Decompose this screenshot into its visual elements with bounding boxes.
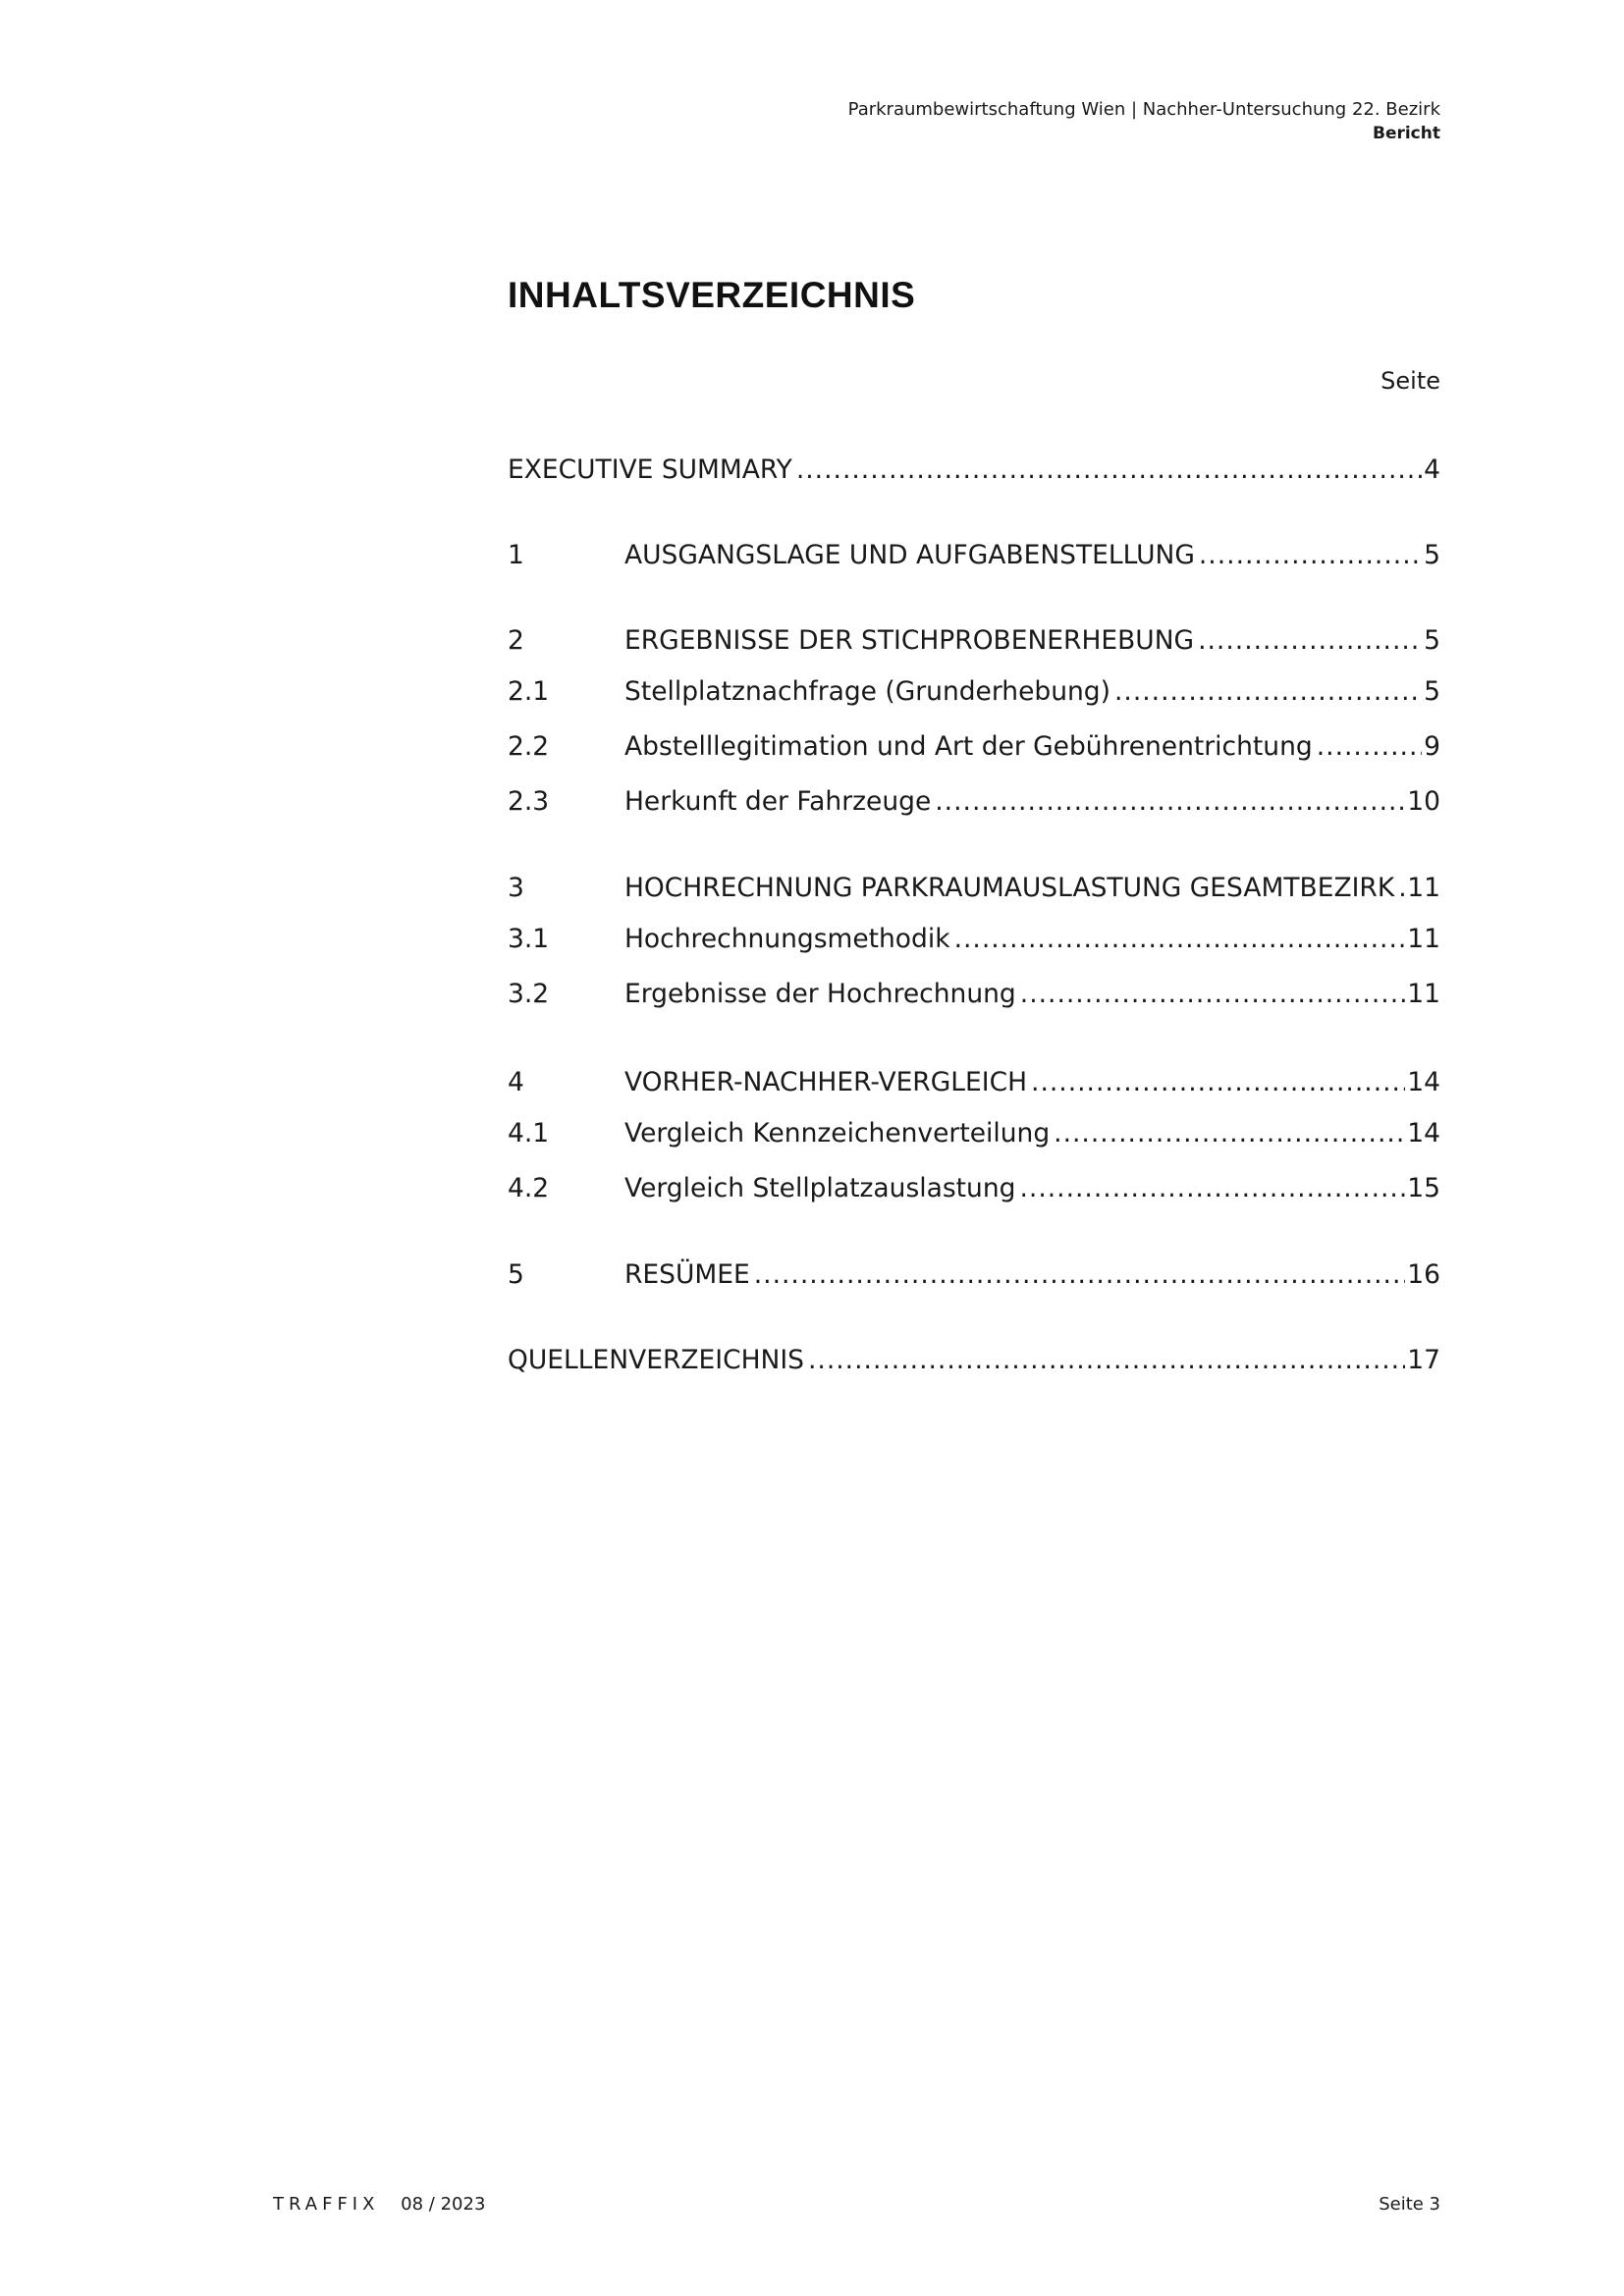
toc-entry-page: 16 xyxy=(1405,1257,1440,1293)
toc-dot-leader xyxy=(1019,1171,1405,1206)
toc-entry-4-1[interactable] xyxy=(508,1116,1440,1151)
toc-entry-page: 14 xyxy=(1405,1116,1440,1151)
toc-dot-leader xyxy=(935,784,1405,820)
toc-entry-number: 2.1 xyxy=(508,676,550,707)
toc-dot-leader xyxy=(1114,674,1422,710)
toc-entry-title: Stellplatznachfrage (Grunderhebung) xyxy=(624,674,1114,710)
toc-entry-title: Ergebnisse der Hochrechnung xyxy=(624,977,1020,1012)
header-subtitle: Bericht xyxy=(1372,124,1440,143)
toc-dot-leader xyxy=(808,1343,1405,1378)
toc-entry-page: 15 xyxy=(1405,1171,1440,1206)
toc-entry-2-2[interactable] xyxy=(508,729,1440,765)
toc-dot-leader xyxy=(1398,871,1405,906)
toc-entry-page: 14 xyxy=(1405,1065,1440,1100)
toc-entry-title: Hochrechnungsmethodik xyxy=(624,922,954,957)
toc-dot-leader xyxy=(1031,1065,1405,1100)
toc-entry-3[interactable] xyxy=(508,871,1440,906)
toc-entry-number: 4.2 xyxy=(508,1173,550,1203)
toc-heading: INHALTSVERZEICHNIS xyxy=(508,275,916,315)
toc-entry-title: QUELLENVERZEICHNIS xyxy=(508,1343,808,1378)
toc-entry-title: Abstelllegitimation und Art der Gebührenentrichtung xyxy=(624,729,1317,765)
header-title: Parkraumbewirtschaftung Wien | Nachher-Untersuchung 22. Bezirk xyxy=(847,99,1440,120)
toc-entry-2-3[interactable] xyxy=(508,784,1440,820)
toc-entry-quellenverzeichnis[interactable] xyxy=(508,1343,1440,1378)
toc-entry-page: 11 xyxy=(1405,871,1440,906)
toc-entry-number: 4 xyxy=(508,1067,524,1097)
toc-entry-3-1[interactable] xyxy=(508,922,1440,957)
toc-entry-page: 4 xyxy=(1422,453,1440,488)
toc-entry-3-2[interactable] xyxy=(508,977,1440,1012)
footer-date: 08 / 2023 xyxy=(401,2194,486,2215)
toc-entry-4-2[interactable] xyxy=(508,1171,1440,1206)
footer-left xyxy=(273,2193,485,2216)
toc-dot-leader xyxy=(1199,538,1422,573)
toc-page-column-label: Seite xyxy=(1380,367,1440,395)
toc-dot-leader xyxy=(796,453,1422,488)
toc-dot-leader xyxy=(1317,729,1422,765)
toc-entry-title: Herkunft der Fahrzeuge xyxy=(624,784,935,820)
toc-dot-leader xyxy=(1020,977,1406,1012)
toc-entry-number: 2 xyxy=(508,625,524,656)
toc-entry-title: RESÜMEE xyxy=(624,1257,754,1293)
toc-entry-page: 11 xyxy=(1405,922,1440,957)
toc-entry-number: 3.1 xyxy=(508,924,550,954)
toc-entry-title: ERGEBNISSE DER STICHPROBENERHEBUNG xyxy=(624,623,1198,659)
toc-entry-2[interactable] xyxy=(508,623,1440,659)
page-footer xyxy=(273,2193,1440,2216)
toc-entry-number: 3.2 xyxy=(508,979,550,1009)
toc-entry-title: AUSGANGSLAGE UND AUFGABENSTELLUNG xyxy=(624,538,1199,573)
toc-entry-executive-summary[interactable] xyxy=(508,453,1440,488)
toc-entry-page: 17 xyxy=(1405,1343,1440,1378)
toc-dot-leader xyxy=(954,922,1406,957)
toc-entry-page: 10 xyxy=(1405,784,1440,820)
toc-entry-page: 5 xyxy=(1422,674,1440,710)
footer-page-number: Seite 3 xyxy=(1379,2194,1440,2215)
toc-entry-2-1[interactable] xyxy=(508,674,1440,710)
toc-dot-leader xyxy=(1198,623,1422,659)
page-header xyxy=(848,98,1440,145)
footer-brand: TRAFFIX xyxy=(273,2194,380,2215)
toc-entry-number: 5 xyxy=(508,1259,524,1290)
toc-entry-title: EXECUTIVE SUMMARY xyxy=(508,453,796,488)
toc-entry-page: 11 xyxy=(1405,977,1440,1012)
toc-entry-title: HOCHRECHNUNG PARKRAUMAUSLASTUNG GESAMTBEZIRK xyxy=(624,871,1398,906)
toc-entry-title: VORHER-NACHHER-VERGLEICH xyxy=(624,1065,1031,1100)
toc-entry-page: 5 xyxy=(1422,623,1440,659)
toc-entry-4[interactable] xyxy=(508,1065,1440,1100)
toc-entry-number: 1 xyxy=(508,540,524,570)
toc-entry-page: 9 xyxy=(1422,729,1440,765)
toc-entry-1[interactable] xyxy=(508,538,1440,573)
toc-entry-title: Vergleich Stellplatzauslastung xyxy=(624,1171,1019,1206)
toc-dot-leader xyxy=(1054,1116,1405,1151)
toc-entry-number: 4.1 xyxy=(508,1118,550,1148)
toc-entry-title: Vergleich Kennzeichenverteilung xyxy=(624,1116,1054,1151)
toc-entry-number: 2.3 xyxy=(508,786,550,817)
toc-dot-leader xyxy=(754,1257,1406,1293)
toc-entry-page: 5 xyxy=(1422,538,1440,573)
toc-entry-5[interactable] xyxy=(508,1257,1440,1293)
toc-entry-number: 2.2 xyxy=(508,731,550,762)
toc-entry-number: 3 xyxy=(508,873,524,903)
